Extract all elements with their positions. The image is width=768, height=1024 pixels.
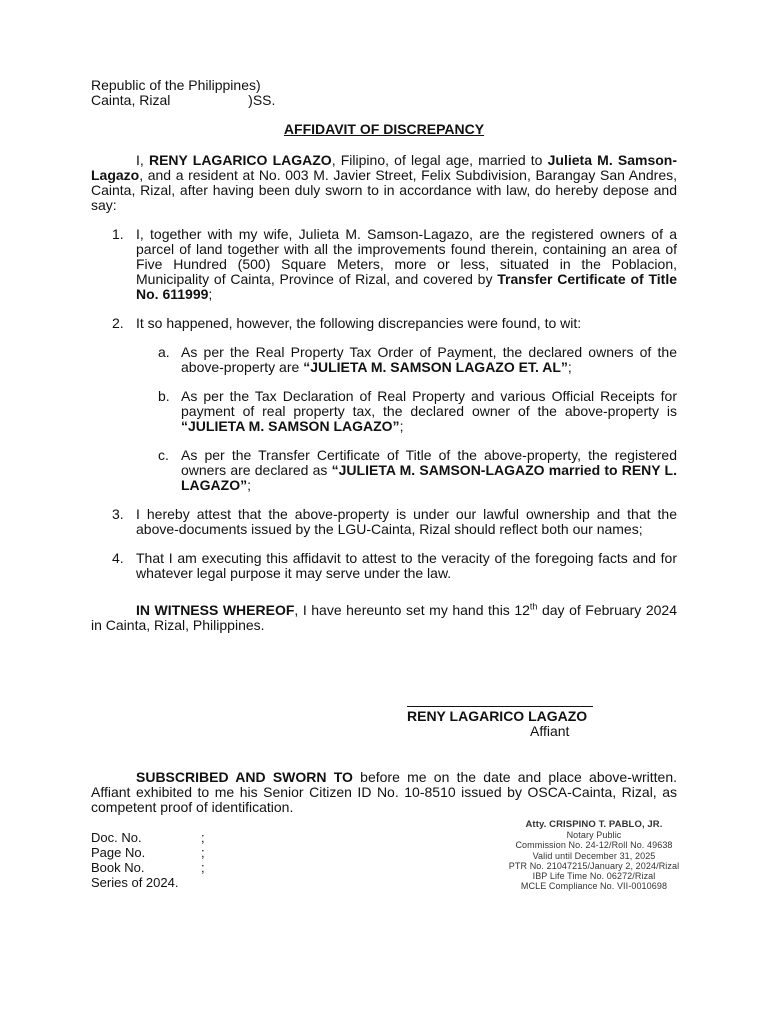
signatory-name: RENY LAGARICO LAGAZO <box>407 708 588 724</box>
notary-name: Atty. CRISPINO T. PABLO, JR. <box>525 819 663 830</box>
item-number: 2. <box>112 315 124 331</box>
item-text: It so happened, however, the following discrepancies were found, to wit: <box>136 315 582 331</box>
item-text: I, together with my wife, Julieta M. Samson-Lagazo, are the registered owners of a parcel of land together with all the improvements found therein, containing an area of Five Hundred (500) Square Meters, more or less, situated in the Poblacion, Municipality of Cainta, Province of Rizal, and covered by <box>136 226 677 287</box>
declared-owner: “JULIETA M. SAMSON LAGAZO ET. AL” <box>303 359 568 375</box>
statements-list <box>91 227 677 581</box>
notary-line-2: Commission No. 24-12/Roll No. 49638 <box>515 840 673 851</box>
item-end: ; <box>208 286 213 302</box>
doc-no-row <box>91 830 291 845</box>
doc-no-label: Doc. No. <box>91 830 142 845</box>
notary-line-3: Valid until December 31, 2025 <box>532 850 656 861</box>
statement-item-3 <box>91 507 677 537</box>
item-end: ; <box>247 477 251 493</box>
item-text: I hereby attest that the above-property is under our lawful ownership and that the above-documents issued by the LGU-Cainta, Rizal should reflect both our names; <box>136 506 677 537</box>
item-letter: a. <box>158 344 170 360</box>
doc-no-blank: ; <box>201 830 205 845</box>
venue-block <box>91 78 677 108</box>
notary-line-4: PTR No. 21047215/January 2, 2024/Rizal <box>508 860 680 871</box>
item-letter: b. <box>158 388 170 404</box>
witness-heading: IN WITNESS WHEREOF <box>136 602 295 618</box>
document-title: AFFIDAVIT OF DISCREPANCY <box>283 121 485 137</box>
page-no-label: Page No. <box>91 845 146 860</box>
notary-stamp <box>489 820 699 891</box>
item-text: As per the Tax Declaration of Real Property and various Official Receipts for payment of real property tax, the declared owner of the above-property is <box>181 388 677 419</box>
statement-item-4 <box>91 551 677 581</box>
item-number: 4. <box>112 550 124 566</box>
title-number: Transfer Certificate of Title No. 611999 <box>136 271 677 302</box>
venue-line-1: Republic of the Philippines) <box>91 77 261 93</box>
discrepancy-item-b <box>136 389 677 434</box>
declared-owner: “JULIETA M. SAMSON-LAGAZO married to RENY L. LAGAZO” <box>181 462 677 493</box>
item-number: 1. <box>112 226 124 242</box>
affidavit-document <box>91 77 680 892</box>
jurat-text: before me on the date and place above-written. Affiant exhibited to me his Senior Citizen ID No. 10-8510 issued by OSCA-Cainta, Rizal, as competent proof of identification. <box>91 769 677 815</box>
item-end: ; <box>399 418 404 434</box>
signature-line <box>407 706 593 707</box>
page-no-row <box>91 845 291 860</box>
witness-text-1: , I have hereunto set my hand this 12 <box>294 602 530 618</box>
intro-text-1: I, <box>136 152 149 168</box>
page-no-blank: ; <box>201 845 205 860</box>
statement-item-2 <box>91 316 677 493</box>
jurat-paragraph <box>91 770 677 815</box>
discrepancy-item-a <box>136 345 677 375</box>
notary-line-1: Notary Public <box>566 830 622 841</box>
discrepancy-item-c <box>136 448 677 493</box>
signatory-role: Affiant <box>530 723 570 739</box>
item-number: 3. <box>112 506 124 522</box>
book-no-label: Book No. <box>91 860 145 875</box>
item-end: ; <box>567 359 572 375</box>
book-no-row <box>91 860 291 875</box>
series-label: Series of 2024. <box>91 875 179 890</box>
venue-line-2: Cainta, Rizal )SS. <box>91 92 276 108</box>
affiant-name: RENY LAGARICO LAGAZO <box>148 152 332 168</box>
intro-paragraph <box>91 153 677 213</box>
statement-item-1 <box>91 227 677 302</box>
declared-owner: “JULIETA M. SAMSON LAGAZO” <box>181 418 400 434</box>
spouse-name: Julieta M. Samson-Lagazo <box>91 152 677 183</box>
item-text: That I am executing this affidavit to attest to the veracity of the foregoing facts and for whatever legal purpose it may serve under the law. <box>136 550 677 581</box>
witness-text-2: day of February 2024 in Cainta, Rizal, Philippines. <box>91 602 677 633</box>
series-row <box>91 875 291 890</box>
ordinal-suffix: th <box>529 601 538 612</box>
item-letter: c. <box>158 447 169 463</box>
discrepancy-list <box>136 345 677 493</box>
notarial-register-block <box>91 830 291 890</box>
jurat-heading: SUBSCRIBED AND SWORN TO <box>136 769 353 785</box>
intro-text-3: , and a resident at No. 003 M. Javier Street, Felix Subdivision, Barangay San Andres, Cainta, Rizal, after having been duly sworn to in accordance with law, do hereby depose and say: <box>91 167 677 213</box>
book-no-blank: ; <box>201 860 205 875</box>
intro-text-2: , Filipino, of legal age, married to <box>331 152 548 168</box>
notary-line-6: MCLE Compliance No. VII-0010698 <box>520 881 668 892</box>
item-text: As per the Transfer Certificate of Title of the above-property, the registered owners are declared as <box>181 447 677 478</box>
signature-block <box>407 706 617 739</box>
witness-paragraph <box>91 603 677 633</box>
notary-line-5: IBP Life Time No. 06272/Rizal <box>532 871 656 882</box>
item-text: As per the Real Property Tax Order of Payment, the declared owners of the above-property are <box>181 344 677 375</box>
